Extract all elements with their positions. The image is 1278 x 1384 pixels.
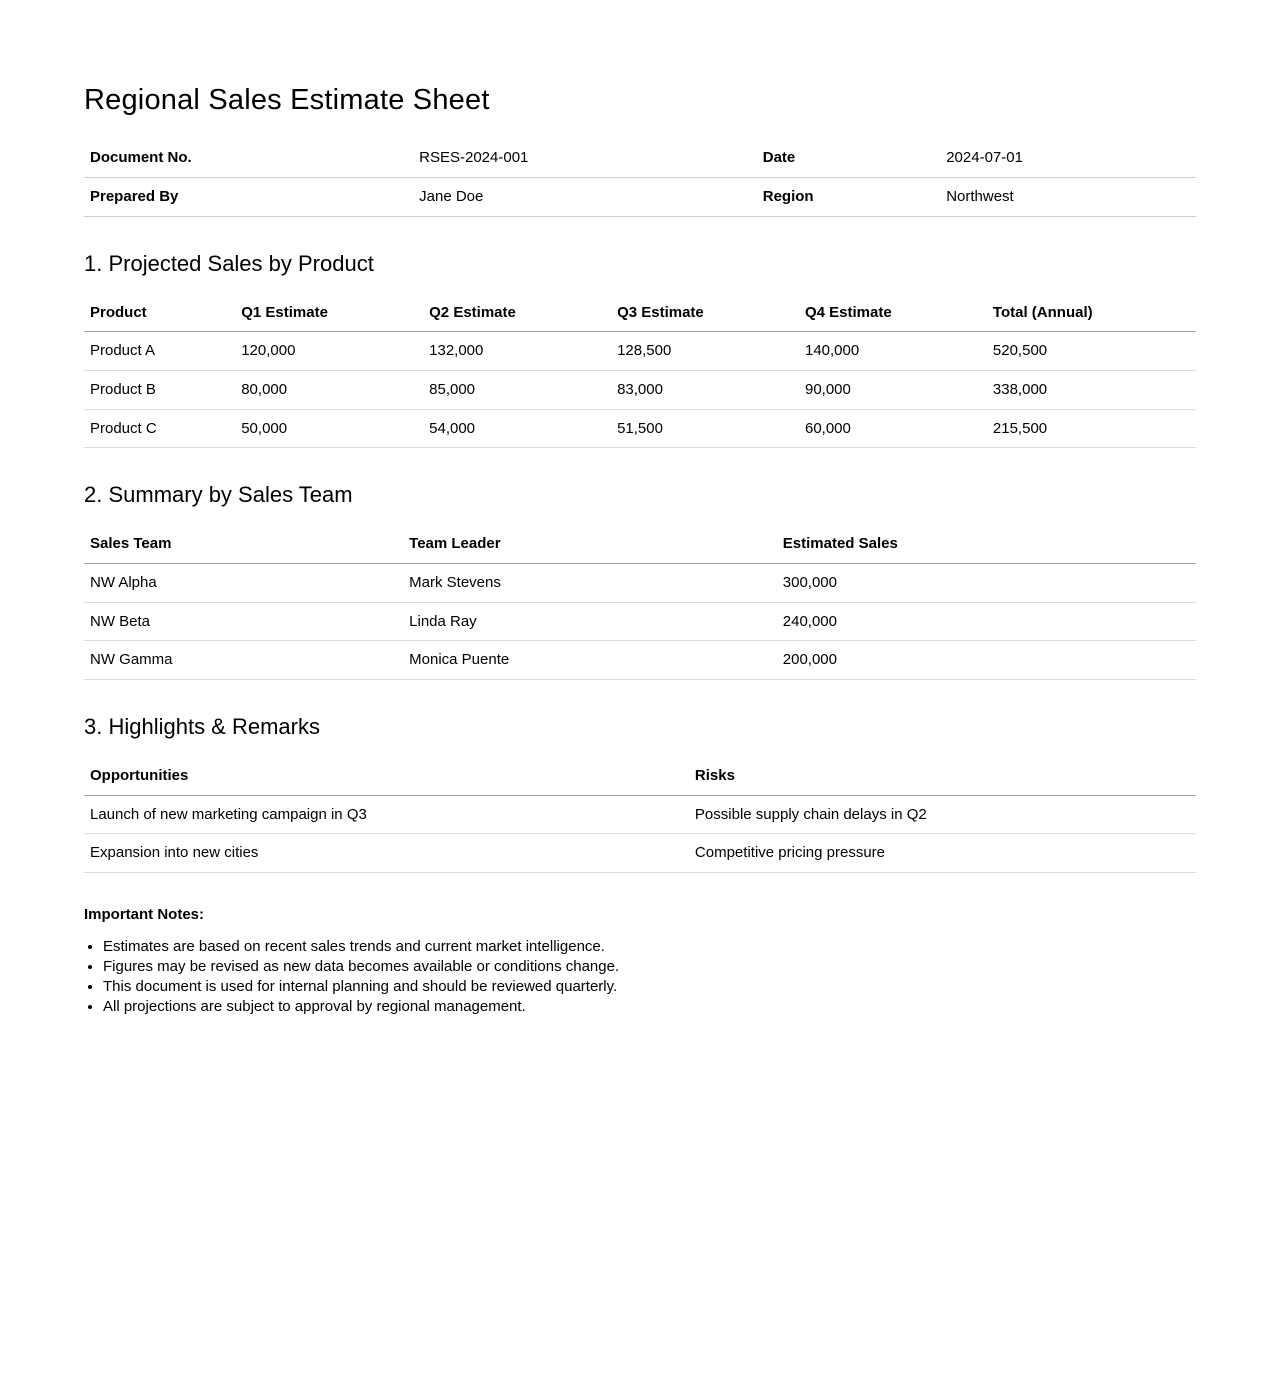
column-header-opportunities: Opportunities bbox=[84, 757, 689, 795]
meta-label-date: Date bbox=[757, 139, 940, 177]
cell-estimated-sales: 240,000 bbox=[777, 602, 1196, 641]
meta-label-region: Region bbox=[757, 178, 940, 217]
cell-q3-value: 83,000 bbox=[611, 371, 799, 410]
page-title: Regional Sales Estimate Sheet bbox=[84, 84, 490, 116]
column-header-q1-estimate: Q1 Estimate bbox=[235, 294, 423, 332]
cell-q1-value: 50,000 bbox=[235, 409, 423, 448]
cell-total-value: 520,500 bbox=[987, 332, 1196, 371]
cell-team-name: NW Alpha bbox=[84, 564, 403, 603]
meta-label-document-no: Document No. bbox=[84, 139, 413, 177]
cell-opportunity: Expansion into new cities bbox=[84, 834, 689, 873]
cell-q3-value: 51,500 bbox=[611, 409, 799, 448]
column-header-total-annual: Total (Annual) bbox=[987, 294, 1196, 332]
cell-total-value: 215,500 bbox=[987, 409, 1196, 448]
meta-row-2 bbox=[84, 178, 1196, 217]
table-header-row bbox=[84, 294, 1196, 332]
table-row-product-c bbox=[84, 409, 1196, 448]
cell-q4-value: 90,000 bbox=[799, 371, 987, 410]
cell-q2-value: 54,000 bbox=[423, 409, 611, 448]
meta-value-document-no: RSES-2024-001 bbox=[413, 139, 757, 177]
cell-q3-value: 128,500 bbox=[611, 332, 799, 371]
meta-value-date: 2024-07-01 bbox=[940, 139, 1196, 177]
column-header-sales-team: Sales Team bbox=[84, 525, 403, 563]
meta-value-prepared-by: Jane Doe bbox=[413, 178, 757, 217]
cell-total-value: 338,000 bbox=[987, 371, 1196, 410]
cell-q4-value: 60,000 bbox=[799, 409, 987, 448]
important-notes-heading: Important Notes: bbox=[84, 906, 204, 924]
cell-q1-value: 120,000 bbox=[235, 332, 423, 371]
column-header-product: Product bbox=[84, 294, 235, 332]
cell-q1-value: 80,000 bbox=[235, 371, 423, 410]
important-notes-list bbox=[84, 938, 1196, 1017]
cell-team-leader: Mark Stevens bbox=[403, 564, 777, 603]
column-header-q4-estimate: Q4 Estimate bbox=[799, 294, 987, 332]
table-row-highlight-2 bbox=[84, 834, 1196, 873]
cell-risk: Possible supply chain delays in Q2 bbox=[689, 795, 1196, 834]
cell-opportunity: Launch of new marketing campaign in Q3 bbox=[84, 795, 689, 834]
cell-estimated-sales: 200,000 bbox=[777, 641, 1196, 680]
cell-q2-value: 85,000 bbox=[423, 371, 611, 410]
cell-product-name: Product A bbox=[84, 332, 235, 371]
projected-sales-table bbox=[84, 294, 1196, 449]
column-header-estimated-sales: Estimated Sales bbox=[777, 525, 1196, 563]
column-header-team-leader: Team Leader bbox=[403, 525, 777, 563]
section-2-heading: 2. Summary by Sales Team bbox=[84, 482, 353, 508]
meta-label-prepared-by: Prepared By bbox=[84, 178, 413, 217]
note-item: • All projections are subject to approval by regional management. bbox=[103, 998, 1196, 1017]
cell-team-leader: Monica Puente bbox=[403, 641, 777, 680]
table-row-product-a bbox=[84, 332, 1196, 371]
cell-team-leader: Linda Ray bbox=[403, 602, 777, 641]
section-1-heading: 1. Projected Sales by Product bbox=[84, 250, 374, 276]
note-item: • Estimates are based on recent sales trends and current market intelligence. bbox=[103, 938, 1196, 957]
column-header-risks: Risks bbox=[689, 757, 1196, 795]
table-header-row bbox=[84, 757, 1196, 795]
cell-product-name: Product C bbox=[84, 409, 235, 448]
cell-team-name: NW Gamma bbox=[84, 641, 403, 680]
meta-value-region: Northwest bbox=[940, 178, 1196, 217]
document-meta-table bbox=[84, 139, 1196, 216]
column-header-q2-estimate: Q2 Estimate bbox=[423, 294, 611, 332]
column-header-q3-estimate: Q3 Estimate bbox=[611, 294, 799, 332]
cell-q4-value: 140,000 bbox=[799, 332, 987, 371]
cell-team-name: NW Beta bbox=[84, 602, 403, 641]
table-row-nw-gamma bbox=[84, 641, 1196, 680]
table-row-nw-beta bbox=[84, 602, 1196, 641]
section-3-heading: 3. Highlights & Remarks bbox=[84, 714, 320, 740]
highlights-remarks-table bbox=[84, 757, 1196, 873]
sales-team-summary-table bbox=[84, 525, 1196, 680]
table-row-nw-alpha bbox=[84, 564, 1196, 603]
cell-product-name: Product B bbox=[84, 371, 235, 410]
meta-row-1 bbox=[84, 139, 1196, 177]
cell-risk: Competitive pricing pressure bbox=[689, 834, 1196, 873]
table-header-row bbox=[84, 525, 1196, 563]
note-item: • This document is used for internal planning and should be reviewed quarterly. bbox=[103, 978, 1196, 997]
cell-estimated-sales: 300,000 bbox=[777, 564, 1196, 603]
table-row-product-b bbox=[84, 371, 1196, 410]
cell-q2-value: 132,000 bbox=[423, 332, 611, 371]
table-row-highlight-1 bbox=[84, 795, 1196, 834]
document-page bbox=[0, 84, 1278, 1058]
note-item: • Figures may be revised as new data becomes available or conditions change. bbox=[103, 958, 1196, 977]
